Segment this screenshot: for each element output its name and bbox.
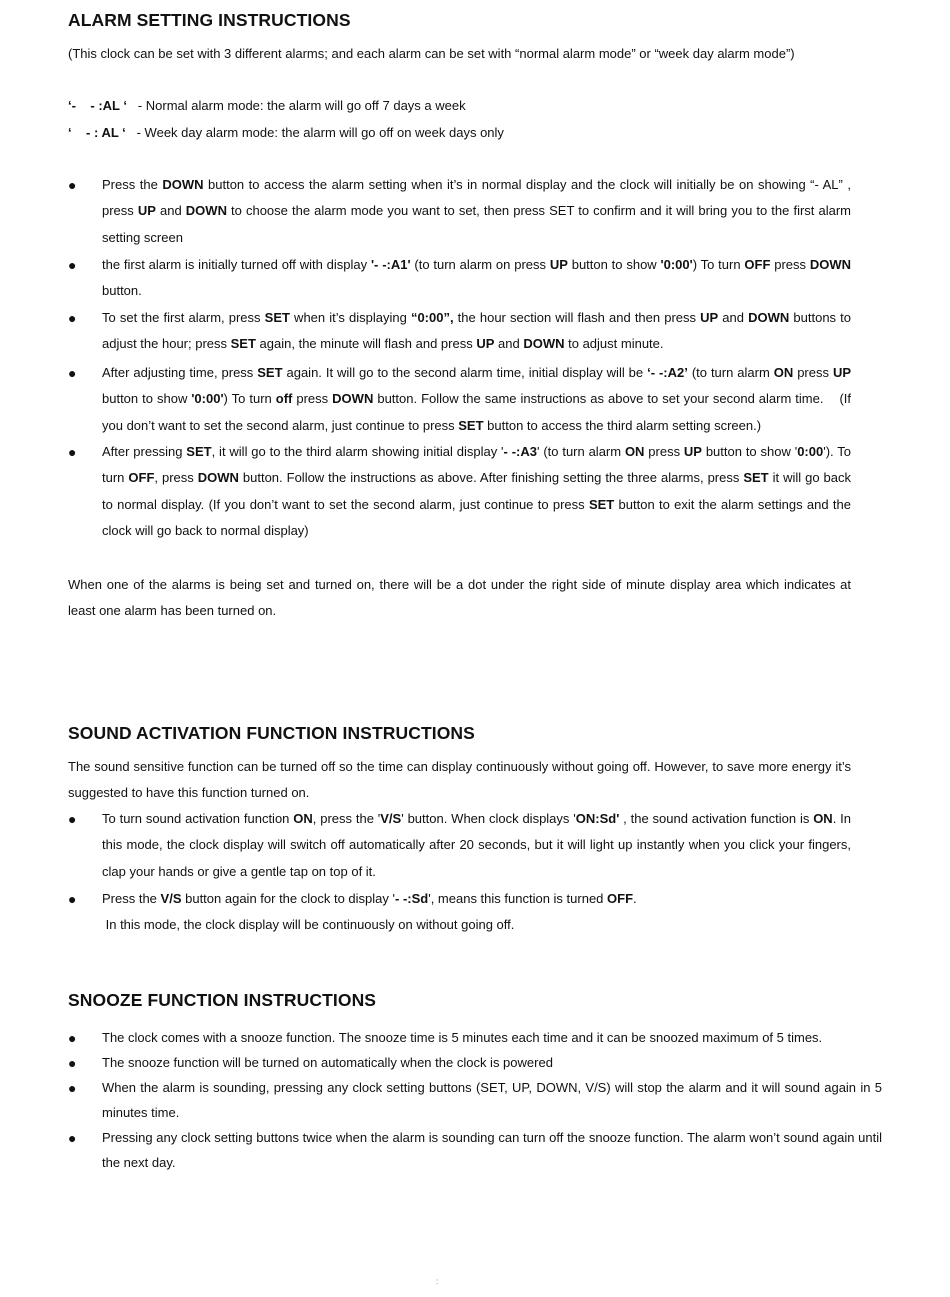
sound-bullet-1: To turn sound activation function ON, press the 'V/S' button. When clock displays 'ON:Sd' , the sound activation function is ON. In this mode, the clock display will switch off automatically after 20 seconds, but it will light up instantly when you click your fingers, clap your hands or give a gentle tap on top of it.: [102, 811, 851, 879]
bullet-dot: ●: [68, 1030, 77, 1046]
alarm-bullet-1: Press the DOWN button to access the alarm setting when it’s in normal display and the clock will initially be on showing “- AL” , press UP and DOWN to choose the alarm mode you want to set, then press SET to confirm and it will bring you to the first alarm setting screen: [102, 177, 851, 245]
bullet-dot: ●: [68, 1055, 77, 1071]
sound-intro: The sound sensitive function can be turned off so the time can display continuously without going off. However, to save more energy it’s suggested to have this function turned on.: [68, 759, 851, 800]
sound-section-title: SOUND ACTIVATION FUNCTION INSTRUCTIONS: [68, 723, 475, 743]
bullet-dot: ●: [68, 365, 77, 381]
alarm-mode-weekday: [68, 120, 504, 146]
snooze-section-title: SNOOZE FUNCTION INSTRUCTIONS: [68, 990, 377, 1010]
bullet-dot: ●: [68, 444, 77, 460]
bullet-dot: ●: [68, 177, 77, 193]
snooze-bullet-4: Pressing any clock setting buttons twice when the alarm is sounding can turn off the snooze function. The alarm won’t sound again until the next day.: [102, 1130, 882, 1170]
alarm-bullet-2: the first alarm is initially turned off with display '- -:A1' (to turn alarm on press UP button to show '0:00') To turn OFF press DOWN button.: [102, 257, 852, 299]
alarm-section-title: ALARM SETTING INSTRUCTIONS: [68, 10, 351, 30]
alarm-mode-desc: - Normal alarm mode: the alarm will go off 7 days a week: [126, 98, 466, 113]
alarm-bullet-5: After pressing SET, it will go to the third alarm showing initial display '- -:A3' (to turn alarm ON press UP button to show '0:00'). To turn OFF, press DOWN button. Follow the instructions as above. After finishing setting the three alarms, press SET it will go back to normal display. (If you don’t want to set the second alarm, just continue to press SET button to exit the alarm settings and the clock will go back to normal display): [102, 444, 852, 538]
bullet-dot: ●: [68, 257, 77, 273]
footer-mark: :: [436, 1277, 439, 1286]
alarm-intro: (This clock can be set with 3 different alarms; and each alarm can be set with “normal alarm mode” or “week day alarm mode”): [68, 46, 795, 61]
bullet-dot: ●: [68, 310, 77, 326]
bullet-dot: ●: [68, 1080, 77, 1096]
alarm-mode-code: ‘ - : AL ‘: [68, 125, 126, 140]
alarm-mode-normal: [68, 93, 466, 119]
alarm-dot-note: When one of the alarms is being set and turned on, there will be a dot under the right side of minute display area which indicates at least one alarm has been turned on.: [68, 577, 851, 618]
bullet-dot: ●: [68, 891, 77, 907]
bullet-dot: ●: [68, 811, 77, 827]
snooze-bullet-2: The snooze function will be turned on automatically when the clock is powered: [102, 1055, 553, 1070]
bullet-dot: ●: [68, 1130, 77, 1146]
alarm-bullet-3: To set the first alarm, press SET when it’s displaying “0:00”, the hour section will flash and then press UP and DOWN buttons to adjust the hour; press SET again, the minute will flash and press UP and DOWN to adjust minute.: [102, 310, 851, 352]
snooze-bullet-3: When the alarm is sounding, pressing any clock setting buttons (SET, UP, DOWN, V/S) will stop the alarm and it will sound again in 5 minutes time.: [102, 1080, 882, 1120]
sound-bullet-2: Press the V/S button again for the clock to display '- -:Sd', means this function is turned OFF. In this mode, the clock display will be continuously on without going off.: [102, 891, 637, 933]
alarm-bullet-4: After adjusting time, press SET again. It will go to the second alarm time, initial display will be ‘- -:A2’ (to turn alarm ON press UP button to show '0:00') To turn off press DOWN button. Follow the same instructions as above to set your second alarm time. (If you don’t want to set the second alarm, just continue to press SET button to access the third alarm setting screen.): [102, 365, 852, 433]
alarm-mode-desc: - Week day alarm mode: the alarm will go off on week days only: [125, 125, 504, 140]
snooze-bullet-1: The clock comes with a snooze function. The snooze time is 5 minutes each time and it can be snoozed maximum of 5 times.: [102, 1030, 823, 1045]
alarm-mode-code: ‘- - :AL ‘: [68, 98, 127, 113]
